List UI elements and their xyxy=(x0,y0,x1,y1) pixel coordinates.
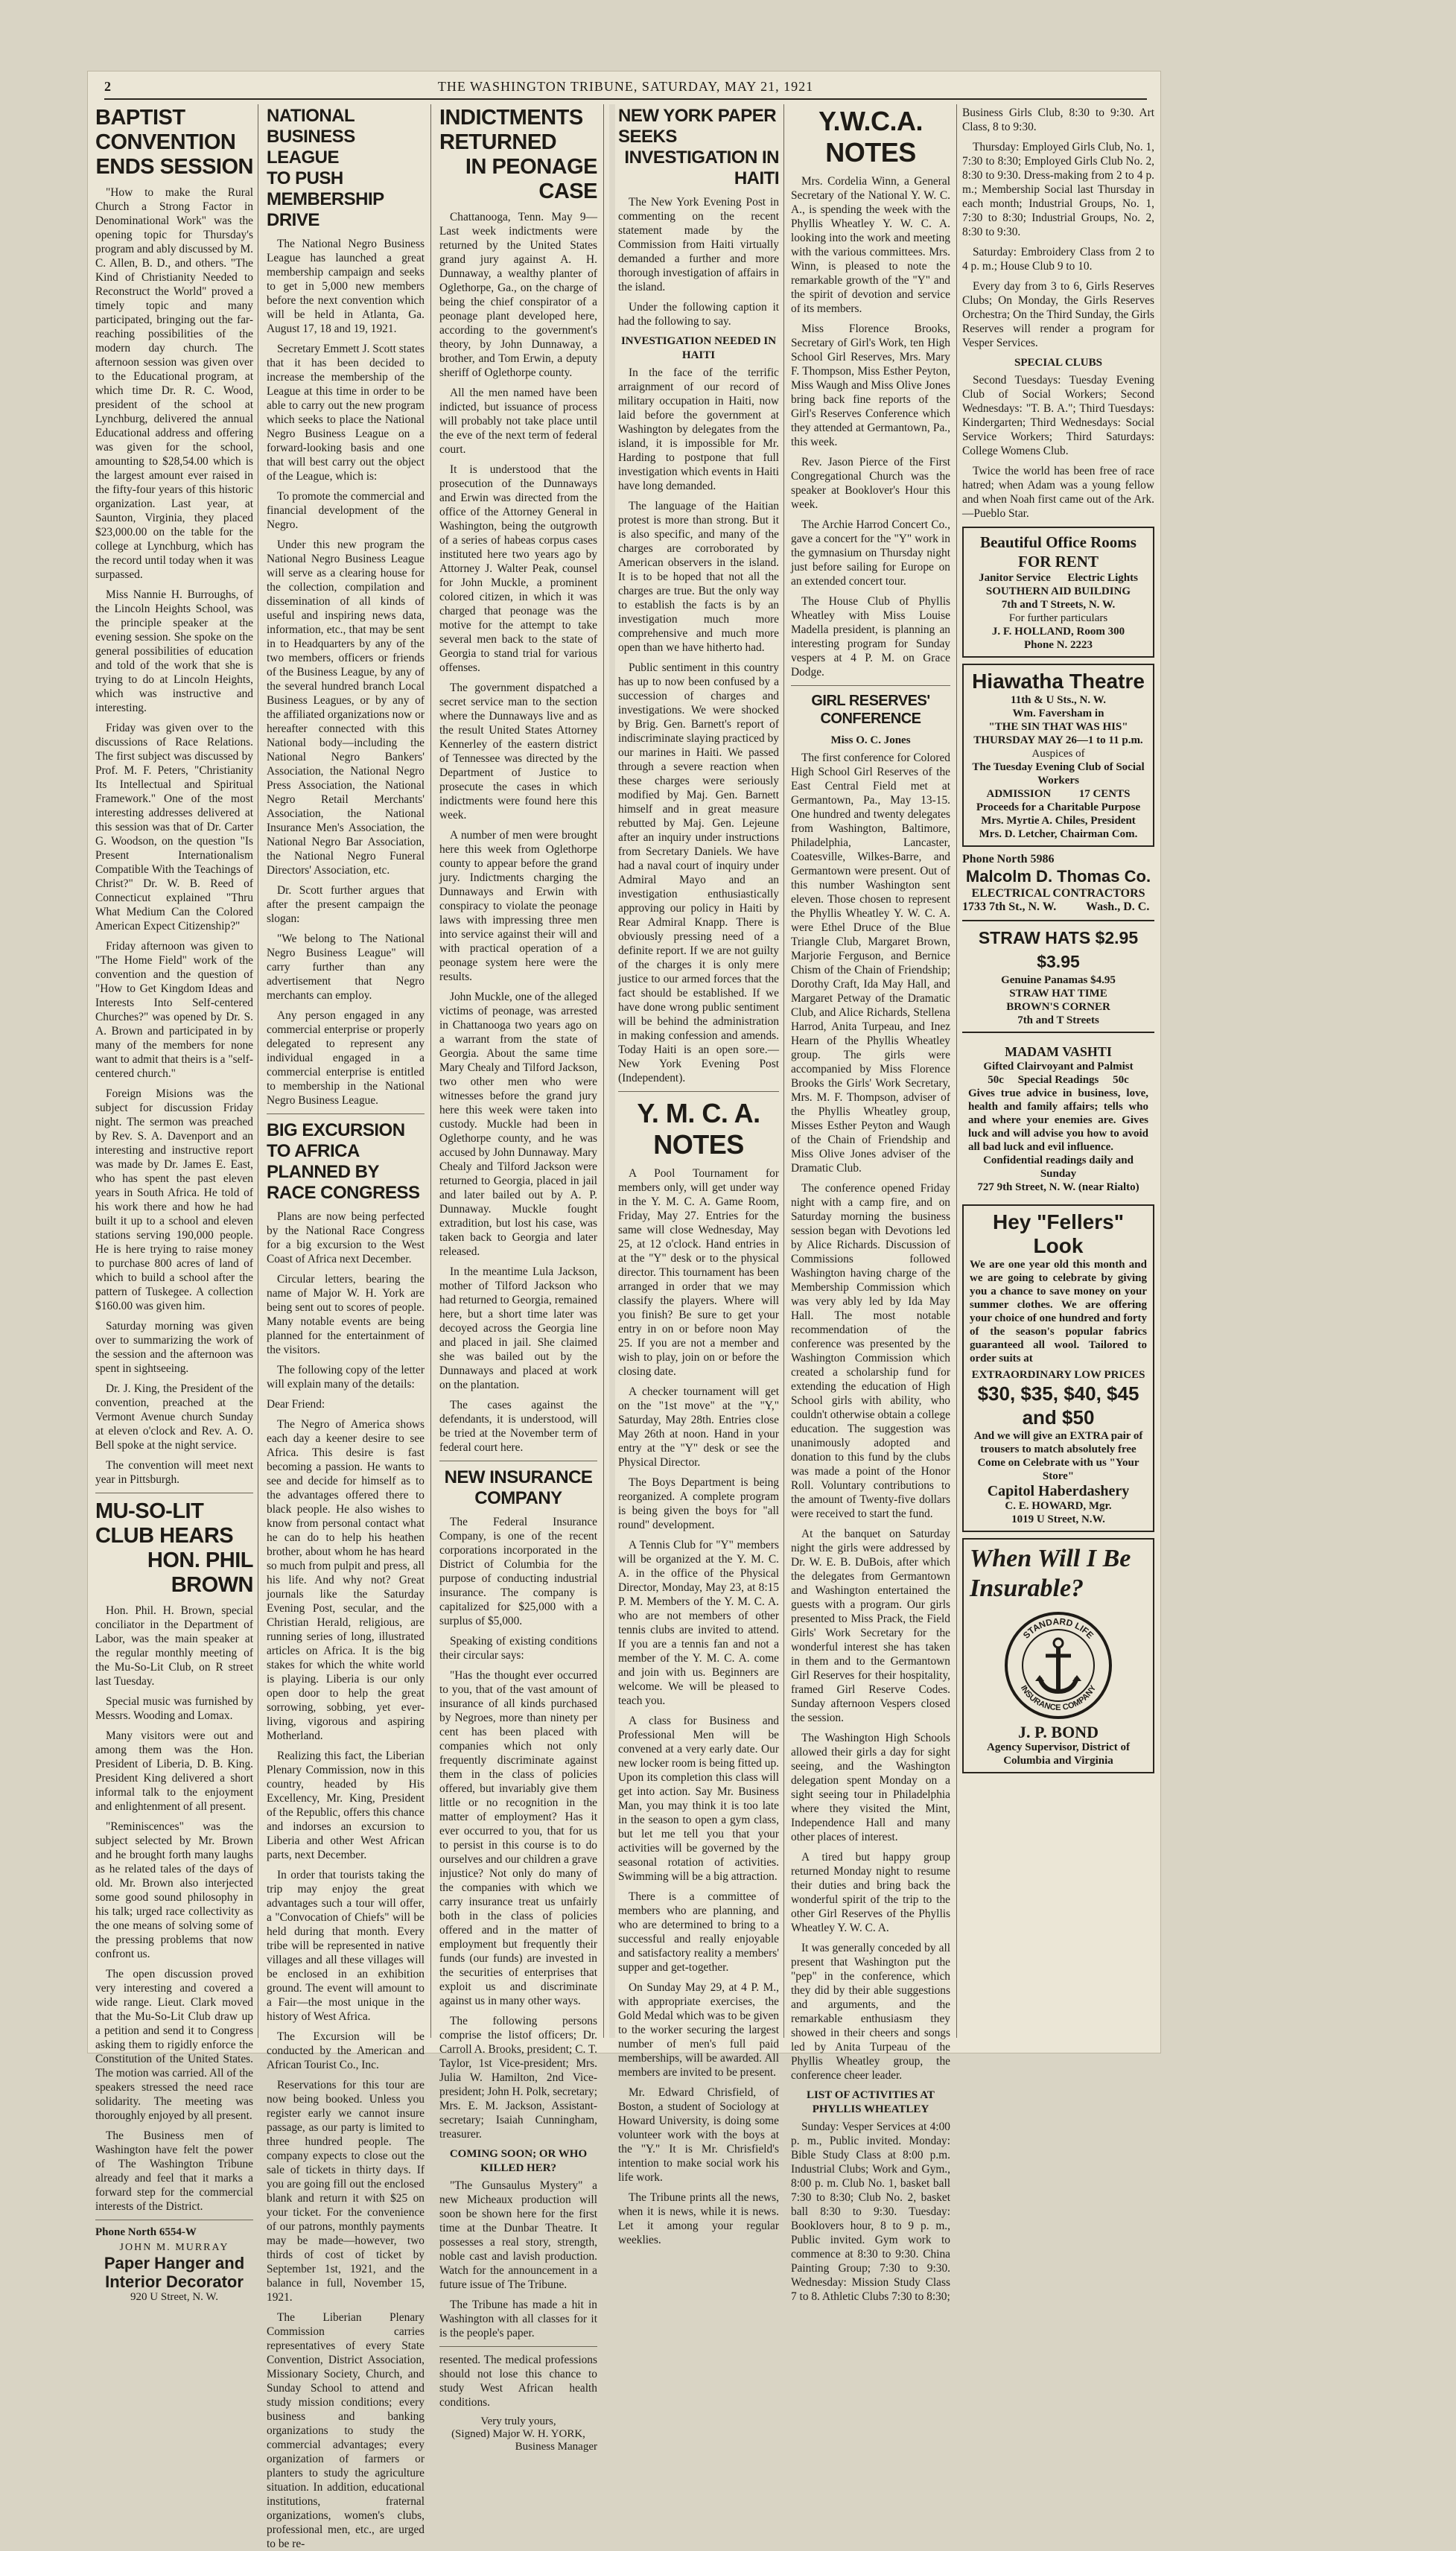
column-1 xyxy=(95,106,254,2303)
signature-line: Business Manager xyxy=(515,2441,597,2453)
article-paragraph: A checker tournament will get on the "1st move" at the "Y," Saturday, May 28th. Entries close May 26th at noon. Hand in your entry at the "Y" desk or see the Physical Director. xyxy=(618,1385,779,1469)
ad-line: 11th & U Sts., N. W. xyxy=(1011,694,1106,706)
article-paragraph: In order that tourists taking the trip may enjoy the great advantages such a tour will offer, a "Convocation of Chiefs" will be held during that month. Every tribe will be represented in native villages and all these villages will be enclosed in an exhibition ground. The event will amount to a Fair—the most unique in the history of West Africa. xyxy=(267,1869,425,2023)
ad-title: STRAW HATS $2.95 $3.95 xyxy=(978,928,1139,971)
article-paragraph: "Has the thought ever occurred to you, that of the vast amount of insurance of all kinds purchased by Negroes, more than ninety per cent has been placed with companies which not only frequently discriminate against them in the class of policies offered, but invariably give them little or no recognition in the matter of employment? Has it ever occurred to you, that for us to persist in this course is to do ourselves and our children a grave injustice? Not only do many of the companies with which we carry insurance treat us unfairly both in the class of policies offered and in the matter of employment but frequently their funds (our funds) are invested in the securities of enterprises that exploit us and discriminate against us in many other ways. xyxy=(439,1669,597,2007)
fellers-look-ad xyxy=(962,1204,1154,1532)
ad-name: JOHN M. MURRAY xyxy=(119,2242,229,2253)
article-paragraph: Mrs. Cordelia Winn, a General Secretary of the National Y. W. C. A., is spending the week with the Phyllis Wheatley Y. W. C. A. looking into the work and meeting with the various committees. Mrs. Winn, is pleased to note the remarkable growth of the "Y" and the spirit of devotion and service of its members. xyxy=(791,175,950,315)
article-paragraph: The Washington High Schools allowed their girls a day for sight seeing, and the Washington delegation spent Monday on a sight seeing tour in Philadelphia where they visited the Mint, Independence Hall and many other places of interest. xyxy=(791,1732,950,1843)
ad-line: 1733 7th St., N. W. Wash., D. C. xyxy=(962,900,1150,913)
ad-trade: Paper Hanger and Interior Decorator xyxy=(104,2254,245,2291)
article-paragraph: Saturday morning was given over to summarizing the work of the session and the afternoon was spent in sightseeing. xyxy=(95,1320,253,1375)
article-paragraph: Saturday: Embroidery Class from 2 to 4 p. m.; House Club 9 to 10. xyxy=(962,246,1154,273)
ad-line: Janitor Service Electric Lights xyxy=(979,572,1138,584)
headline-line: ENDS SESSION xyxy=(95,155,253,179)
baptist-convention-headline xyxy=(95,106,253,180)
article-paragraph: Business Girls Club, 8:30 to 9:30. Art Class, 8 to 9:30. xyxy=(962,107,1154,133)
article-paragraph: resented. The medical professions should not lose this chance to study West African health conditions. xyxy=(439,2354,597,2409)
ad-line: 7th and T Streets xyxy=(1017,1014,1099,1026)
article-paragraph: A tired but happy group returned Monday night to resume their duties and bring back the wonderful spirit of the trip to the other Girl Reserves of the Phyllis Wheatley Y. W. C. A. xyxy=(791,1851,950,1934)
article-paragraph: Dr. Scott further argues that after the present campaign the slogan: xyxy=(267,884,425,925)
ad-line: 50c Special Readings 50c xyxy=(988,1074,1129,1086)
article-paragraph: Thursday: Employed Girls Club, No. 1, 7:30 to 8:30; Employed Girls Club No. 2, 8:30 to 9:30. Dress-making from 2 to 4 p. m.; Membership Social last Thursday in each month; Industrial Groups, No. 1, 7:30 to 8:30; Industrial Groups, No. 2, 8:30 to 9:30. xyxy=(962,141,1154,238)
ad-line: Gifted Clairvoyant and Palmist xyxy=(983,1061,1134,1073)
divider xyxy=(618,1091,779,1092)
ad-line: Confidential readings daily and Sunday xyxy=(983,1154,1134,1180)
ad-line: EXTRAORDINARY LOW PRICES xyxy=(971,1369,1145,1381)
headline-line: BIG EXCURSION TO AFRICA xyxy=(267,1120,405,1161)
article-paragraph: "We belong to The National Negro Business League" will carry further than any advertisement that Negro merchants can employ. xyxy=(267,933,425,1002)
ad-line: 7th and T Streets, N. W. xyxy=(1001,599,1116,611)
ad-line: Mrs. D. Letcher, Chairman Com. xyxy=(979,828,1138,840)
article-paragraph: The convention will meet next year in Pittsburgh. xyxy=(95,1459,253,1486)
signature-line: (Signed) Major W. H. YORK, xyxy=(451,2428,585,2440)
ad-line: Auspices of xyxy=(1031,748,1085,760)
insurance-headline: NEW INSURANCE COMPANY xyxy=(444,1467,593,1508)
page-number: 2 xyxy=(104,79,111,94)
divider xyxy=(791,685,950,686)
ad-line: SOUTHERN AID BUILDING xyxy=(985,585,1131,597)
article-paragraph: Under the following caption it had the following to say. xyxy=(618,301,779,328)
headline-line: INDICTMENTS RETURNED xyxy=(439,106,583,154)
article-paragraph: The following persons comprise the listof officers; Dr. Carroll A. Brooks, president; C. T. Taylor, 1st Vice-president; Mrs. Julia W. Hamilton, 2nd Vice-president; John H. Polk, secretary; Mrs. E. M. Jackson, Assistant-secretary; Isaiah Cunningham, treasurer. xyxy=(439,2015,598,2141)
headline-line: MU-SO-LIT CLUB HEARS xyxy=(95,1499,234,1548)
seal-text-top: STANDARD LIFE xyxy=(1020,1616,1096,1641)
column-rule xyxy=(956,104,957,2038)
office-rooms-ad xyxy=(962,527,1154,658)
article-paragraph: Hon. Phil. H. Brown, special conciliator in the Department of Labor, was the main speaker at the regular monthly meeting of the Mu-So-Lit Club, on R street last Tuesday. xyxy=(95,1604,253,1688)
article-paragraph: Miss Nannie H. Burroughs, of the Lincoln Heights School, was the principle speaker at the evening session. She spoke on the general possibilities of education and told of the work that she is trying to do at Lincoln Heights, which was instructive and interesting. xyxy=(95,588,253,714)
article-paragraph: The Negro of America shows each day a keener desire to see Africa. This desire is fast becoming a passion. He wants to see and decide for himself as to the advantages offered there to black people. He also wishes to know from personal contact what he can do to help his heathen brother, about whom he has heard so much from pulpit and press, all his life. And why not? Great journals like the Saturday Evening Post, secular, and the Christian Herald, religious, are running series of long, illustrated articles on Africa. It is the big stakes for which the white world is playing. Liberia is our only open door to help the great sorrowing, sobbing, yet ever-living, vigorous and aspiring Motherland. xyxy=(267,1418,425,1742)
article-paragraph: The Tribune has made a hit in Washington with all classes for it is the people's paper. xyxy=(439,2299,597,2339)
ywca-headline: Y.W.C.A. NOTES xyxy=(818,106,923,168)
ad-line: Phone North 5986 xyxy=(962,853,1055,865)
article-paragraph: In the meantime Lula Jackson, mother of Tilford Jackson who had returned to Georgia, remained here, but a short time later was decoyed across the Georgia line and placed in jail. She claimed she was bailed out by the Dunnaways and placed at work on the plantation. xyxy=(439,1265,597,1391)
ad-title: Hey "Fellers" Look xyxy=(993,1210,1124,1257)
article-paragraph: Rev. Jason Pierce of the First Congregational Church was the speaker at Booklover's Hour this week. xyxy=(791,456,950,511)
byline: Miss O. C. Jones xyxy=(830,734,911,746)
column-4 xyxy=(618,106,779,2246)
madam-vashti-ad xyxy=(962,1039,1154,1198)
headline-line: HON. PHIL BROWN xyxy=(147,1548,253,1597)
article-paragraph: Dr. J. King, the President of the convention, preached at the Vermont Avenue church Sunday at eleven o'clock and Rev. A. O. Bell spoke at the night service. xyxy=(95,1382,253,1452)
article-paragraph: Foreign Misions was the subject for discussion Friday night. The sermon was preached by Rev. S. A. Davenport and an interesting and instructive report was made by Dr. James E. East, who has spent the past eleven years in South Africa. He told of his work there and how he had built it up to a school and eleven stations serving 190,000 people. He is here trying to raise money to purchase 800 acres of land of which to build a school after the pattern of Tuskegee. A collection $160.00 was given him. xyxy=(95,1087,253,1312)
headline-line: PLANNED BY RACE CONGRESS xyxy=(267,1162,420,1203)
article-paragraph: Second Tuesdays: Tuesday Evening Club of Social Workers; Second Wednesdays: "T. B. A."; Third Tuesdays: Kindergarten; Third Wednesdays: Social Service Workers; Third Saturdays: College Womens Club. xyxy=(962,374,1154,457)
article-paragraph: At the banquet on Saturday night the girls were addressed by Dr. W. E. B. DuBois, after which the delegates from Germantown and Washington entertained the guests with a program. Our girls presented to Miss Prack, the Field Girls' Work Secretary for the wonderful interest she has taken in them and to the Germantown Girl Reserves for their hospitality, framed Girl Reserve Codes. Sunday afternoon Vespers closed the session. xyxy=(791,1528,950,1724)
ad-line: Come on Celebrate with us "Your Store" xyxy=(977,1457,1139,1482)
ad-line: For further particulars xyxy=(1008,612,1108,624)
ad-line: STRAW HAT TIME xyxy=(1009,988,1107,1000)
article-paragraph: Every day from 3 to 6, Girls Reserves Clubs; On Monday, the Girls Reserves Orchestra; On the Third Sunday, the Girls Reserves will render a program for Vesper Services. xyxy=(962,280,1154,349)
article-paragraph: Circular letters, bearing the name of Major W. H. York are being sent out to scores of people. Many notable events are being planned for the entertainment of the visitors. xyxy=(267,1273,425,1356)
article-paragraph: Friday afternoon was given to "The Home Field" work of the convention and the question of "How to Get Kingdom Ideas and Interests Into Self-centered Churches?" was opened by Dr. S. A. Brown and participated in by many of the members for none want to admit that theirs is a "self-centered church." xyxy=(95,940,253,1080)
article-paragraph: It was generally conceded by all present that Washington put the "pep" in the conference, which they did by their able suggestions and arguments, and the remarkable enthusiasm they showed in their cheers and songs led by Anita Turpeau of the Phyllis Wheatley group, the conference cheer leader. xyxy=(791,1942,950,2082)
column-5 xyxy=(791,106,950,2303)
article-paragraph: The National Negro Business League has launched a great membership campaign and seeks to get in 5,000 new members before the next convention which will be held in Atlanta, Ga. August 17, 18 and 19, 1921. xyxy=(267,238,425,335)
column-2 xyxy=(267,106,425,2550)
standard-life-ad xyxy=(962,1538,1154,1773)
girl-reserves-headline: GIRL RESERVES' CONFERENCE xyxy=(811,693,930,727)
section-subhead: INVESTIGATION NEEDED IN HAITI xyxy=(620,335,777,361)
ad-line: 727 9th Street, N. W. (near Rialto) xyxy=(977,1181,1139,1193)
ad-line: "THE SIN THAT WAS HIS" xyxy=(988,721,1128,733)
article-paragraph: "How to make the Rural Church a Strong Factor in Denominational Work" was the opening topic for Thursday's program and ably discussed by M. C. Allen, B. D., and others. "The Kind of Christianity Needed to Reconstruct the World" proved a timely topic and many participated, bringing out the far-reaching possibilities of the modern day church. The afternoon session was given over to the Educational program, at which time Dr. R. C. Wood, president of the school at Lynchburg, delivered the annual Educational address and offering was given for the school, amounting to $28,54.00 which is the largest amount ever raised in the fifty-four years of this historic organization. Last year, at Saunton, Virginia, they placed $23,000.00 on the table for the college at Lynchburg, which has the record until today when it was surpassed. xyxy=(95,186,254,581)
ad-title: Beautiful Office Rooms FOR RENT xyxy=(980,533,1136,571)
article-paragraph: John Muckle, one of the alleged victims of peonage, was arrested in Chattanooga two years ago on a warrant from the state of Georgia. About the same time Mary Chealy and Tilford Jackson, two other men who were witnesses before the grand jury here this week were taken into custody. Muckle had been in Oglethorpe county, and he was accused by John Dunnaway. Mary Chealy and Tilford Jackson were returned to Georgia, placed in jail and later bailed out by A. P. Dunnaway. Muckle fought extradition, but lost his case, was taken back to Georgia and later released. xyxy=(439,991,597,1258)
masthead-title: THE WASHINGTON TRIBUNE, SATURDAY, MAY 21, 1921 xyxy=(437,79,814,94)
article-paragraph: Reservations for this tour are now being booked. Unless you register early we cannot insure passage, as our party is limited to three hundred people. The company expects to close out the sale of tickets in thirty days. If you are going fill out the enclosed blank and return it with $25 on your ticket. For the convenience of our patrons, monthly payments may be made—however, two thirds of cost of ticket by September 1st, 1921, and the balance in full, November 15, 1921. xyxy=(267,2079,425,2304)
article-paragraph: Speaking of existing conditions their circular says: xyxy=(439,1635,597,1662)
ad-line: Wm. Faversham in xyxy=(1012,708,1104,719)
article-paragraph: The conference opened Friday night with a camp fire, and on Saturday morning the business session began with Devotions led by Alice Richards. Discussion of Commissions followed Washington having charge of the Membership Commission which was very ably led by Ida May Hall. The most notable recommendation of the conference was presented by the Washington Commission which created a scholarship fund for extending the education of High School girls with ability, who couldn't otherwise obtain a college education. The suggestion was unanimously adopted and donation to this fund by the clubs was made a point of the Honor Roll. Voluntary contributions to the amount of Twenty-five dollars were received to start the fund. xyxy=(791,1182,950,1520)
headline-line: BAPTIST CONVENTION xyxy=(95,106,236,154)
article-paragraph: Mr. Edward Chrisfield, of Boston, a student of Sociology at Howard University, is doing some volunteer work with the boys at the "Y." It is Mr. Chrisfield's intention to make social work his life work. xyxy=(618,2086,779,2184)
ad-line: We are one year old this month and we are going to celebrate by giving you a chance to save money on your summer clothes. We are offering your choice of one hundred and forty of the season's popular fabrics guaranteed all wool. Tailored to order suits at xyxy=(970,1259,1147,1365)
ad-line: ADMISSION 17 CENTS xyxy=(986,788,1131,800)
murray-ad xyxy=(95,2226,253,2304)
ad-line: 1019 U Street, N.W. xyxy=(1011,1513,1105,1525)
article-paragraph: Plans are now being perfected by the National Race Congress for a big excursion to the West Coast of Africa next December. xyxy=(267,1210,425,1265)
ad-title: Hiawatha Theatre xyxy=(972,670,1145,693)
article-paragraph: The first conference for Colored High School Girl Reserves of the East Central Field met at Germantown, Pa., May 13-15. One hundred and twenty delegates from Washington, Baltimore, Philadelphia, Lancaster, Coatesville, Wilkes-Barre, and Germantown were present. Out of this number Washington sent eleven. Those chosen to represent the Phyllis Wheatley Y. W. C. A. were Ethel Druce of the Blue Triangle Club, Margaret Brown, Marjorie Ferguson, and Bernice Chism of the Chain of Friendship; Dorothy Craft, Ida May Hall, and Margaret Petway of the Dramatic Club, and Alice Richards, Stellena Harrod, Anita Turpeau, and Inez Hearn of the Phyllis Wheatley group. The girls were accompanied by Miss Florence Brooks the Girls' Work Secretary, Mrs. M. F. Thompson, adviser of the Phyllis Wheatley group, Misses Esther Peyton and Waugh of the Chain of Friendship and Miss Olive Jones adviser of the Dramatic Club. xyxy=(791,752,950,1175)
ymca-headline: Y. M. C. A. NOTES xyxy=(637,1098,760,1160)
ad-line: The Tuesday Evening Club of Social Workers xyxy=(972,761,1145,787)
article-paragraph: A class for Business and Professional Men will be convened at a very early date. Our new locker room is being fitted up. Upon its completion this class will get into action. Say Mr. Business Man, you may think it is too late in the season to open a gym class, but let me tell you that your activities will be governed by the seasonal rotation of activities. Swimming will be a big attraction. xyxy=(618,1715,779,1883)
fold-crease xyxy=(609,104,615,2038)
ad-line: Capitol Haberdashery xyxy=(987,1483,1130,1499)
ad-line: Gives true advice in business, love, health and family affairs; tells who and where your enemies are. Gives luck and will advise you how to avoid all bad luck and evil influence. xyxy=(968,1087,1148,1153)
article-paragraph: "Reminiscences" was the subject selected by Mr. Brown and he brought forth many laughs as he related tales of the days of old. Mr. Brown also interjected some good sound philosophy in his talk; urged race collectivity as the one means of solving some of the pressing problems that now confront us. xyxy=(95,1820,253,1960)
article-paragraph: All the men named have been indicted, but issuance of process will probably not take place until the eve of the next term of federal court. xyxy=(439,387,597,456)
ad-price: $30, $35, $40, $45 and $50 xyxy=(977,1382,1139,1429)
section-subhead: SPECIAL CLUBS xyxy=(1014,357,1102,369)
article-paragraph: Special music was furnished by Messrs. Wooding and Lomax. xyxy=(95,1695,253,1722)
ad-title: MADAM VASHTI xyxy=(1005,1044,1112,1059)
business-league-headline xyxy=(267,106,425,231)
ad-address: 920 U Street, N. W. xyxy=(130,2291,218,2303)
straw-hats-ad xyxy=(962,920,1154,1033)
headline-line: TO PUSH MEMBERSHIP DRIVE xyxy=(267,168,384,230)
article-paragraph: The Tribune prints all the news, when it is news, while it is news. Let it among your regular weeklies. xyxy=(618,2191,779,2246)
article-paragraph: It is understood that the prosecution of the Dunnaways and Erwin was directed from the office of the Attorney General in Washington, being the outgrowth of a series of habeas corpus cases instituted here two years ago by Attorney J. Walter Peak, counsel for John Muckle, a prominent colored citizen, in which it was charged that peonage was the motive for the attempt to take several men back to the state of Georgia to stand trial for various offenses. xyxy=(439,463,597,674)
section-subhead: LIST OF ACTIVITIES AT PHYLLIS WHEATLEY xyxy=(807,2089,935,2115)
article-paragraph: Public sentiment in this country has up to now been confused by a succession of charges and investigations. We were shocked by Brig. Gen. Barnett's report of indiscriminate slaying practiced by our marines in Haiti. We passed through a severe reaction when these charges were seriously modified by Maj. Gen. Barnett himself and in great measure rebutted by Maj. Gen. Lejeune after an inquiry under instructions from Secretary Daniels. We have had a naval court of inquiry under Admiral Mayo and an investigation enthusiastically approving our policy in Haiti by Rear Admiral Knapp. There is obviously pressing need of a definite report. If we are not guilty of the charges it is only mere justice to our armed forces that the fact should be established. If we have done wrong public sentiment will be behind the administration in making confession and amends. Today Haiti is an open sore.—New York Evening Post (Independent). xyxy=(618,661,779,1084)
article-paragraph: "The Gunsaulus Mystery" a new Micheaux production will soon be shown here for the first time at the Dunbar Theatre. It possesses a real story, strength, noble cast and lavish production. Watch for the announcement in a future issue of The Tribune. xyxy=(439,2179,597,2291)
article-paragraph: In the face of the terrific arraignment of our record of military occupation in Haiti, now laid before the government at Washington by delegates from the island, it is impossible for Mr. Harding to postpone that full investigation which events in Haiti have long demanded. xyxy=(618,366,779,492)
column-rule xyxy=(783,104,784,2038)
ad-line: ELECTRICAL CONTRACTORS xyxy=(971,887,1145,900)
article-paragraph: The open discussion proved very interesting and covered a wide range. Lieut. Clark moved that the Mu-So-Lit Club draw up a petition and send it to Congress asking them to rigidly enforce the Constitution of the United States. The motion was carried. All of the speakers stressed the need race solidarity. The meeting was thoroughly enjoyed by all present. xyxy=(95,1968,253,2122)
article-paragraph: The government dispatched a secret service man to the section where the Dunnaways live and as the result United States Attorney Kennerley of the eastern district of Tennessee was directed by the Department of Justice to prosecute the cases in which indictments were found here this week. xyxy=(439,682,597,822)
article-paragraph: Miss Florence Brooks, Secretary of Girl's Work, ten High School Girl Reserves, Mrs. Mary F. Thompson, Miss Esther Peyton, Miss Waugh and Miss Olive Jones bring back fine reports of the Girl's Reserves Conference which they attended at Germantown, Pa., this week. xyxy=(791,323,950,448)
signature-line: Very truly yours, xyxy=(480,2415,556,2427)
ad-title: When Will I Be Insurable? xyxy=(970,1545,1131,1602)
haiti-headline xyxy=(618,106,779,189)
ad-line: J. F. HOLLAND, Room 300 xyxy=(991,626,1125,638)
article-paragraph: Under this new program the National Negro Business League will serve as a clearing house for the collection, compilation and dissemination of all kinds of useful and inspiring news data, information, etc., that may be sent in to Headquarters by any of the two members, officers or friends of the Business League, by any of the several hundred branch Local Business Leagues, or by any of the affiliated organizations now or hereafter connected with this National body—including the National Negro Bankers' Association, the National Negro Press Association, the National Negro Retail Merchants' Association, the National Insurance Men's Association, the National Negro Bar Association, the National Negro Funeral Directors' Association, etc. xyxy=(267,539,425,877)
ad-line: Genuine Panamas $4.95 xyxy=(1001,974,1116,986)
column-rule xyxy=(430,104,431,2038)
article-paragraph: Many visitors were out and among them was the Hon. President of Liberia, D. B. King. President King delivered a short informal talk to the enjoyment and enlightenment of all present. xyxy=(95,1729,253,1813)
ad-line: THURSDAY MAY 26—1 to 11 p.m. xyxy=(973,734,1143,746)
ad-line: BROWN'S CORNER xyxy=(1006,1001,1110,1013)
hiawatha-theatre-ad xyxy=(962,664,1154,847)
masthead xyxy=(104,76,1147,100)
article-paragraph: The Boys Department is being reorganized. A complete program is being given the boys for "all round" development. xyxy=(618,1476,779,1531)
ad-line: Proceeds for a Charitable Purpose xyxy=(976,801,1141,813)
ad-title: Malcolm D. Thomas Co. xyxy=(965,867,1151,886)
ad-line: And we will give an EXTRA pair of trousers to match absolutely free xyxy=(973,1430,1143,1455)
article-paragraph: Sunday: Vesper Services at 4:00 p. m., Public invited. Monday: Bible Study Class at 8:00 p.m. Industrial Clubs; Work and Gym., 8:00 p. m. Club No. 1, basket ball 7:30 to 8:30; Club No. 2, basket ball 8:30 to 9:30. Tuesday: Booklovers hour, 8 to 9 p. m., Public invited. Gym work to commence at 8:30 to 9:30. China Painting Group; 7:30 to 9:30. Wednesday: Mission Study Class 7 to 8. Athletic Clubs 7:30 to 8:30; xyxy=(791,2120,950,2303)
ad-phone: Phone North 6554-W xyxy=(95,2226,197,2238)
column-6 xyxy=(962,106,1154,2038)
article-paragraph: To promote the commercial and financial development of the Negro. xyxy=(267,490,425,531)
peonage-headline xyxy=(439,106,597,204)
article-paragraph: The Federal Insurance Company, is one of the recent corporations incorporated in the District of Columbia for the purpose of conducting industrial insurance. The company is capitalized for $25,000 with a surplus of $5,000. xyxy=(439,1516,597,1627)
headline-line: INVESTIGATION IN HAITI xyxy=(624,147,779,188)
article-paragraph: The cases against the defendants, it is understood, will be tried at the November term of federal court here. xyxy=(439,1399,597,1454)
article-paragraph: The following copy of the letter will explain many of the details: xyxy=(267,1364,425,1391)
ad-line: Phone N. 2223 xyxy=(1023,639,1093,651)
newspaper-page xyxy=(88,72,1160,2550)
headline-line: NEW YORK PAPER SEEKS xyxy=(618,106,777,147)
article-paragraph: Any person engaged in any commercial enterprise or properly delegated to represent any individual engaged in a commercial enterprise is entitled to membership in the National Negro Business League. xyxy=(267,1009,425,1107)
article-paragraph: The Archie Harrod Concert Co., gave a concert for the "Y" work in the gymnasium on Thursday night just before sailing for Europe on an extended concert tour. xyxy=(791,518,950,588)
thomas-co-ad xyxy=(962,853,1154,914)
article-paragraph: Realizing this fact, the Liberian Plenary Commission, now in this country, headed by His Excellency, Mr. King, President of the Republic, offers this chance and indorses an excursion to Liberia and other West African parts, next December. xyxy=(267,1750,425,1861)
article-paragraph: Twice the world has been free of race hatred; when Adam was a young fellow and when Noah first came out of the Ark.—Pueblo Star. xyxy=(962,465,1154,520)
article-paragraph: Dear Friend: xyxy=(267,1398,325,1411)
article-paragraph: A number of men were brought here this week from Oglethorpe county to appear before the grand jury. Indictments charging the Dunnaways and Erwin with conspiracy to violate the peonage laws with impressing three men into service against their will and with practical operation of a peonage system here were the results. xyxy=(439,829,597,983)
article-paragraph: The Business men of Washington have felt the power of The Washington Tribune already and feel that it marks a forward step for the commercial interests of the District. xyxy=(95,2129,253,2213)
mu-so-lit-headline xyxy=(95,1499,253,1598)
ad-name: J. P. BOND xyxy=(1018,1723,1099,1741)
article-paragraph: Friday was given over to the discussions of Race Relations. The first subject was discussed by Prof. M. F. Peters, "Christianity Its Intellectual and Spiritual Framework." One of the most interesting addresses delivered at this session was that of Dr. Carter G. Woodson, on the question "Is Present Internationalism Compatible With the Teachings of Christ?" Dr. W. B. Reed of Connecticut explained "Thru What Medium Can the Colored American Expect Citizenship?" xyxy=(95,722,253,933)
ad-line: Mrs. Myrtie A. Chiles, President xyxy=(981,815,1136,827)
column-rule xyxy=(603,104,604,2038)
divider xyxy=(439,2346,597,2347)
seal-text-bottom: INSURANCE COMPANY xyxy=(1018,1683,1099,1713)
anchor-seal-icon xyxy=(1002,1610,1114,1721)
article-paragraph: A Pool Tournament for members only, will get under way in the Y. M. C. A. Game Room, Friday, May 27. Entries for the same will close Wednesday, May 25, at 12 o'clock. Hand entries in at the "Y" desk or to the physical director. This tournament has been arranged in order that we may classify the players. Where will you finish? Be sure to get your entry in on or before noon May 25. If you are not a member and wish to play, join on or before the closing date. xyxy=(618,1167,779,1378)
ad-line: C. E. HOWARD, Mgr. xyxy=(1005,1500,1112,1512)
article-paragraph: The Liberian Plenary Commission carries representatives of every State Convention, District Association, Missionary Society, Church, and Sunday School to attend and study mission conditions; every business and banking organizations to study the commercial advantages; every organization of farmers or planters to study the agriculture situation. In addition, educational institutions, fraternal organizations, women's clubs, professional men, etc., are urged to be re- xyxy=(267,2311,425,2550)
article-paragraph: Chattanooga, Tenn. May 9—Last week indictments were returned by the United States grand jury against A. H. Dunnaway, a wealthy planter of Oglethorpe, Ga., on the charge of being the chief conspirator of a peonage plant developed here, according to the government's theory, by John Dunnaway, a brother, and Tom Erwin, a deputy sheriff of Oglethorpe county. xyxy=(439,211,597,379)
article-paragraph: A Tennis Club for "Y" members will be organized at the Y. M. C. A. in the office of the Physical Director, Monday, May 23, at 8:15 P. M. Members of the Y. M. C. A. who are not members of other tennis clubs are invited to attend. If you are a tennis fan and not a member of the Y. M. C. A. come and join with us. Beginners are welcome. We will be pleased to teach you. xyxy=(618,1539,779,1707)
headline-line: NATIONAL BUSINESS LEAGUE xyxy=(267,106,355,168)
headline-line: IN PEONAGE CASE xyxy=(465,155,597,203)
section-subhead: COMING SOON; OR WHO KILLED HER? xyxy=(449,2148,588,2174)
ad-line: Agency Supervisor, District of Columbia and Virginia xyxy=(987,1741,1130,1767)
article-paragraph: The House Club of Phyllis Wheatley with Miss Louise Madella president, is planning an interesting program for Sunday vespers at 4 P. M. on Grace Dodge. xyxy=(791,595,950,679)
article-paragraph: The New York Evening Post in commenting on the recent statement made by the Commission from Haiti virtually demanded a further and more thorough investigation of affairs in the island. xyxy=(618,196,779,293)
article-paragraph: The Excursion will be conducted by the American and African Tourist Co., Inc. xyxy=(267,2030,425,2071)
article-paragraph: On Sunday May 29, at 4 P. M., with appropriate exercises, the Gold Medal which was to be given to the worker securing the largest number of men's full paid memberships, will be awarded. All members are invited to be present. xyxy=(618,1981,779,2079)
column-3 xyxy=(439,106,598,2453)
africa-excursion-headline xyxy=(267,1120,425,1204)
article-paragraph: The language of the Haitian protest is more than strong. But it is also specific, and many of the charges are corroborated by American observers in the island. It is to be hoped that not all the charges are true. But the only way to establish the facts is by an investigation much more comprehensive and much more open than we have hitherto had. xyxy=(618,500,779,654)
article-paragraph: There is a committee of members who are planning, and who are determined to bring to a successful and really enjoyable and satisfactory reality a members' supper and get-together. xyxy=(618,1890,779,1974)
article-paragraph: Secretary Emmett J. Scott states that it has been decided to increase the membership of the League at this time in order to be able to carry out the new program which seeks to place the National Negro Business League on a forward-looking basis and one that will best carry out the object of the League, which is: xyxy=(267,343,425,483)
